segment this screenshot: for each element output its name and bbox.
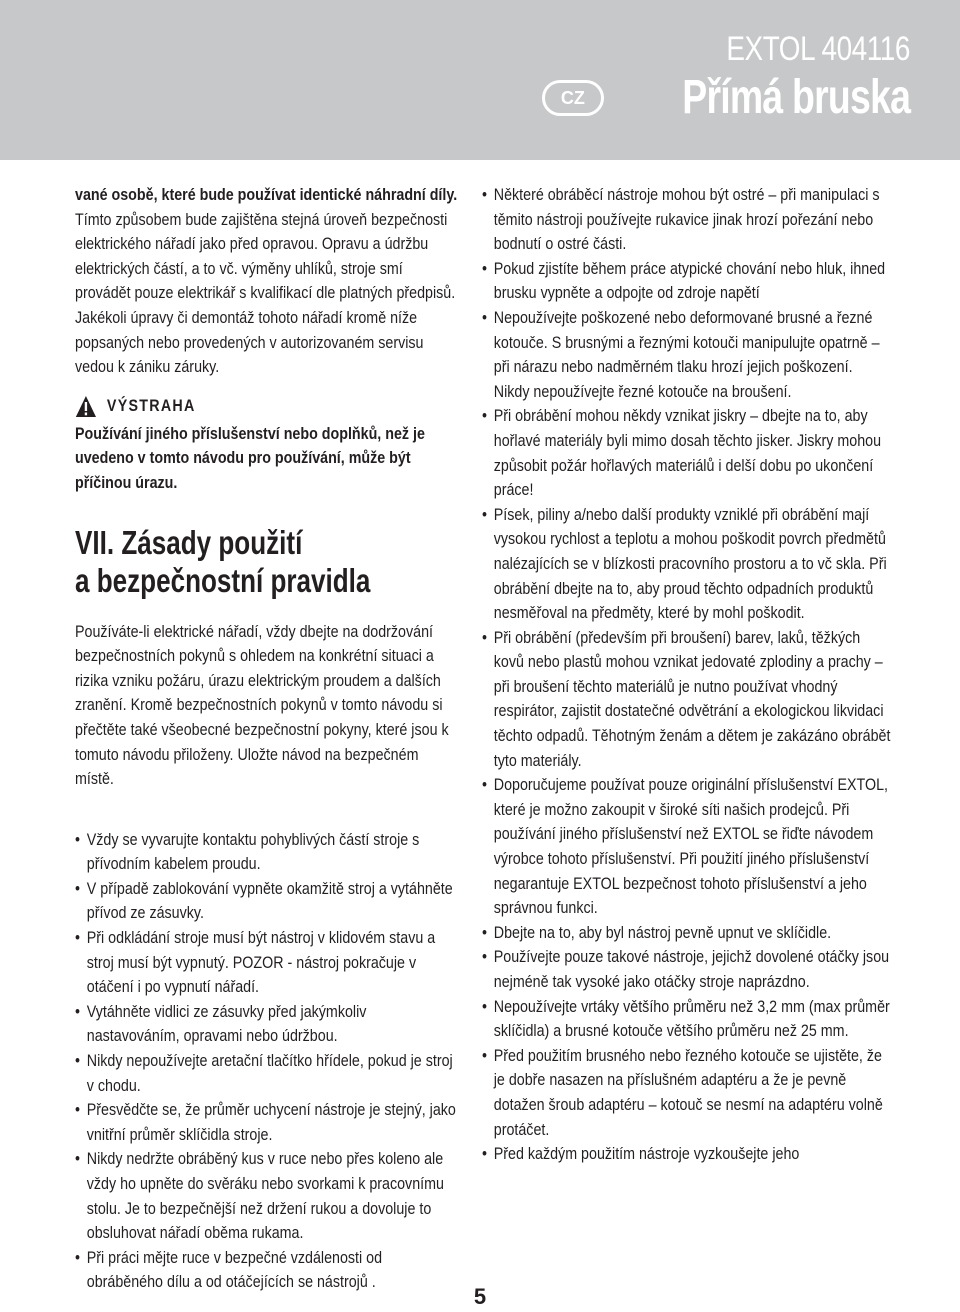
title-row <box>542 70 910 125</box>
list-item: • Přesvědčte se, že průměr uchycení nástroje je stejný, jako vnitřní průměr sklíčidla stroje. <box>75 1098 460 1147</box>
model-number: EXTOL 404116 <box>726 30 910 68</box>
list-item: • Písek, piliny a/nebo další produkty vzniklé při obrábění mají vysokou rychlost a teplotu a mohou poškodit povrch předmětů nalézajících se v blízkosti pracovního prostoru a to vč skla. Při obrábění dbejte na to, aby proud těchto odpadních produktů nesměřoval na předměty, které by mohl poškodit. <box>482 503 892 626</box>
list-item: • Doporučujeme používat pouze originální příslušenství EXTOL, které je možno zakoupit v široké síti našich prodejců. Při používání jiného příslušenství než EXTOL se řiďte návodem výrobce tohoto příslušenství. Při použití jiného příslušenství negarantuje EXTOL bezpečnost tohoto příslušenství a jeho správnou funkci. <box>482 773 892 921</box>
right-bullet-list <box>482 183 892 1167</box>
list-item: • Při práci mějte ruce v bezpečné vzdálenosti od obráběného dílu a od otáčejících se nástrojů . <box>75 1246 460 1295</box>
intro-rest: Tímto způsobem bude zajištěna stejná úroveň bezpečnosti elektrického nářadí jako před opravou. Opravu a údržbu elektrických částí, a to vč. výměny uhlíků, stroje smí provádět pouze elektrikář s kvalifikací dle platných předpisů. Jakékoli úpravy či demontáž tohoto nářadí kromě níže popsaných nebo provedených v autorizovaném servisu vedou k zániku záruky. <box>75 209 456 377</box>
list-item: • Vždy se vyvarujte kontaktu pohyblivých částí stroje s přívodním kabelem proudu. <box>75 828 460 877</box>
list-item: • Dbejte na to, aby byl nástroj pevně upnut ve sklíčidle. <box>482 921 892 946</box>
section-title-line-1: VII. Zásady použití <box>75 523 303 561</box>
list-item: • Nepoužívejte vrtáky většího průměru než 3,2 mm (max průměr sklíčidla) a brusné kotouče většího průměru než 25 mm. <box>482 995 892 1044</box>
section-title-line-2: a bezpečnostní pravidla <box>75 561 371 599</box>
list-item: • Při obrábění (především při broušení) barev, laků, těžkých kovů nebo plastů mohou vznikat jedovaté zplodiny a prachy – při broušení těchto materiálů je nutno používat vhodný respirátor, zajistit dostatečné odvětrání a ekologickou likvidaci těchto odpadů. Těhotným ženám a dětem je zakázáno obrábět tyto materiály. <box>482 626 892 774</box>
page-title: Přímá bruska <box>682 71 910 124</box>
list-item: • Při odkládání stroje musí být nástroj v klidovém stavu a stroj musí být vypnutý. POZOR - nástroj pokračuje v otáčení i po vypnutí nářadí. <box>75 926 460 1000</box>
list-item: • Vytáhněte vidlici ze zásuvky před jakýmkoliv nastavováním, opravami nebo údržbou. <box>75 1000 460 1049</box>
warning-icon <box>75 395 97 418</box>
list-item: • Nepoužívejte poškozené nebo deformované brusné a řezné kotouče. S brusnými a řeznými kotouči manipulujte opatrně – při nárazu nebo nadměrném tlaku hrozí jejich poškození. Nikdy nepoužívejte řezné kotouče na broušení. <box>482 306 892 404</box>
warning-text: Používání jiného příslušenství nebo doplňků, než je uvedeno v tomto návodu pro používání, může být příčinou úrazu. <box>75 423 425 492</box>
section-paragraph: Používáte-li elektrické nářadí, vždy dbejte na dodržování bezpečnostních pokynů s ohledem na konkrétní situaci a rizika vzniku požáru, úrazu elektrickým proudem a dalších zranění. Kromě bezpečnostních pokynů v tomto návodu si přečtěte také všeobecné bezpečnostní pokyny, které jsou k tomuto návodu přiloženy. Uložte návod na bezpečném místě. <box>75 621 449 789</box>
language-badge: CZ <box>542 80 604 116</box>
intro-bold: vané osobě, které bude používat identické náhradní díly. <box>75 185 458 204</box>
warning-heading <box>75 394 460 420</box>
list-item: • Pokud zjistíte během práce atypické chování nebo hluk, ihned brusku vypněte a odpojte od zdroje napětí <box>482 257 892 306</box>
page-number: 5 <box>473 1284 487 1309</box>
list-item: • Používejte pouze takové nástroje, jejichž dovolené otáčky jsou nejméně tak vysoké jako otáčky stroje naprázdno. <box>482 945 892 994</box>
list-item: • Nikdy nedržte obráběný kus v ruce nebo přes koleno ale vždy ho upněte do svěráku nebo svorkami k pracovnímu stolu. Je to bezpečnější než držení rukou a dovoluje to obsluhovat nářadí oběma rukama. <box>75 1147 460 1245</box>
list-item: • Před použitím brusného nebo řezného kotouče se ujistěte, že je dobře nasazen na příslušném adaptéru a že je pevně dotažen šroub adaptéru – kotouč se nesmí na adaptéru volně protáčet. <box>482 1044 892 1142</box>
list-item: • V případě zablokování vypněte okamžitě stroj a vytáhněte přívod ze zásuvky. <box>75 877 460 926</box>
intro-paragraph <box>75 183 460 380</box>
list-item: • Při obrábění mohou někdy vznikat jiskry – dbejte na to, aby hořlavé materiály byli mimo dosah těchto jisker. Jiskry mohou způsobit požár hořlavých materiálů i delší dobu po ukončení práce! <box>482 404 892 502</box>
list-item: • Některé obráběcí nástroje mohou být ostré – při manipulaci s těmito nástroji používejte rukavice jinak hrozí pořezání nebo bodnutí o ostré části. <box>482 183 892 257</box>
left-bullet-list <box>75 828 460 1295</box>
list-item: • Nikdy nepoužívejte aretační tlačítko hřídele, pokud je stroj v chodu. <box>75 1049 460 1098</box>
section-heading <box>75 524 437 600</box>
list-item: • Před každým použitím nástroje vyzkoušejte jeho <box>482 1142 892 1167</box>
left-column <box>75 183 460 1295</box>
right-column <box>482 183 892 1167</box>
warning-label: VÝSTRAHA <box>106 396 196 416</box>
header-band <box>0 0 960 160</box>
